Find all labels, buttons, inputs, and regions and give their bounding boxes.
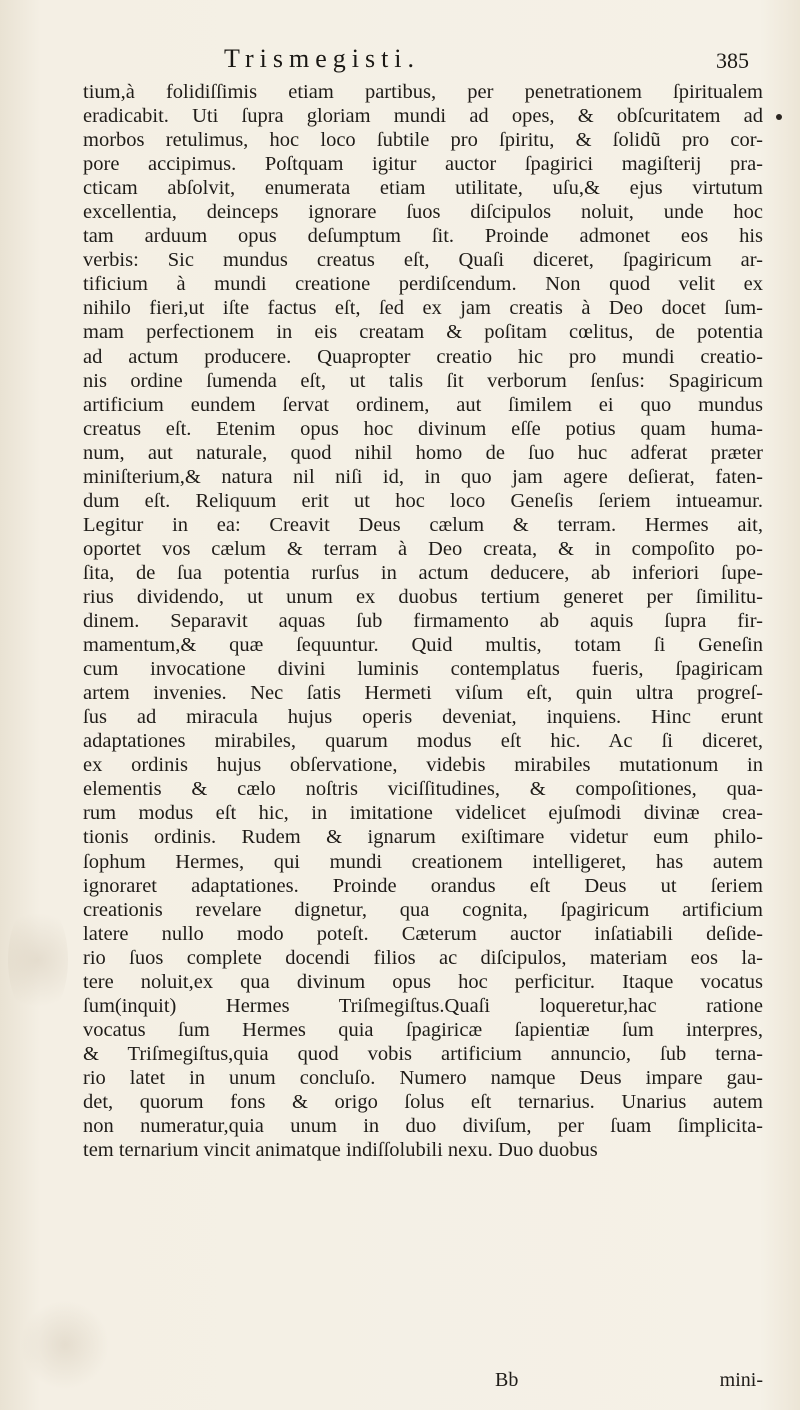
text-line: rius dividendo, ut unum ex duobus tertium generet per ſimilitu- [83,585,763,608]
text-line: pore accipimus. Poſtquam igitur auctor ſpagirici magiſterij pra- [83,153,763,176]
body-text [83,80,763,1162]
text-line: miniſterium,& natura nil niſi id, in quo jam agere deſierat, faten- [83,465,763,488]
text-line: oportet vos cælum & terram à Deo creata, & in compoſito po- [83,537,763,560]
text-line: elementis & cælo noſtris viciſſitudines, & compoſitiones, qua- [83,778,763,801]
ink-blot [776,114,782,120]
text-line: rio ſuos complete docendi filios ac diſcipulos, materiam eos la- [83,946,763,969]
text-line: tam arduum opus deſumptum ſit. Proinde admonet eos his [83,225,763,248]
running-head-title: Trismegisti. [224,44,421,73]
text-line: artem invenies. Nec ſatis Hermeti viſum eſt, quin ultra progreſ- [83,682,763,705]
text-line: det, quorum fons & origo ſolus eſt ternarius. Unarius autem [83,1090,763,1113]
paper-stain [8,900,68,1020]
text-line: nis ordine ſumenda eſt, ut talis ſit verborum ſenſus: Spagiricum [83,369,763,392]
running-head [0,44,800,78]
text-line: ex ordinis hujus obſervatione, videbis mirabiles mutationum in [83,754,763,777]
text-line: tium,à folidiſſimis etiam partibus, per penetrationem ſpiritualem [83,81,763,103]
text-line: adaptationes mirabiles, quarum modus eſt hic. Ac ſi diceret, [83,730,763,753]
text-line: morbos retulimus, hoc loco ſubtile pro ſpiritu, & ſolidũ pro cor- [83,129,763,152]
text-line: dinem. Separavit aquas ſub firmamento ab aquis ſupra fir- [83,610,763,633]
text-line: ſus ad miracula hujus operis deveniat, inquiens. Hinc erunt [83,706,763,729]
text-line: tionis ordinis. Rudem & ignarum exiſtimare videtur eum philo- [83,826,763,849]
text-line: ignoraret adaptationes. Proinde orandus eſt Deus ut ſeriem [83,874,763,897]
page-number: 385 [716,48,749,73]
text-line: cum invocatione divini luminis contemplatus fueris, ſpagiricam [83,658,763,681]
text-line: creatus eſt. Etenim opus hoc divinum eſſe potius quam huma- [83,417,763,440]
page-footer [83,1369,763,1393]
text-line: tificium à mundi creatione perdiſcendum. Non quod velit ex [83,273,763,296]
text-line: rio latet in unum concluſo. Numero namque Deus impare gau- [83,1066,763,1089]
text-line: tem ternarium vincit animatque indiſſolubili nexu. Duo duobus [83,1139,598,1162]
text-line: ad actum producere. Quapropter creatio hic pro mundi creatio- [83,345,763,368]
text-line: dum eſt. Reliquum erit ut hoc loco Geneſis ſeriem intueamur. [83,489,763,512]
text-line: mamentum,& quæ ſequuntur. Quid multis, totam ſi Geneſin [83,634,763,657]
text-line: tere noluit,ex qua divinum opus hoc perficitur. Itaque vocatus [83,970,763,993]
text-line: excellentia, deinceps ignorare ſuos diſcipulos noluit, unde hoc [83,201,763,224]
text-line: verbis: Sic mundus creatus eſt, Quaſi diceret, ſpagiricum ar- [83,249,763,272]
text-line: cticam abſolvit, enumerata etiam utilitate, uſu,& ejus virtutum [83,177,763,200]
text-line: non numeratur,quia unum in duo diviſum, per ſuam ſimplicita- [83,1115,763,1138]
signature-mark: Bb [495,1369,519,1391]
text-line: rum modus eſt hic, in imitatione videlicet ejuſmodi divinæ crea- [83,802,763,825]
text-line: ſita, de ſua potentia rurſus in actum deducere, ab inferiori ſupe- [83,561,763,584]
catchword: mini- [719,1369,763,1391]
text-line: nihilo fieri,ut iſte factus eſt, ſed ex jam creatis à Deo docet ſum- [83,297,763,320]
text-line: creationis revelare dignetur, qua cognita, ſpagiricum artificium [83,898,763,921]
text-line: num, aut naturale, quod nihil homo de ſuo huc adferat præter [83,441,763,464]
text-line: artificium eundem ſervat ordinem, aut ſimilem ei quo mundus [83,393,763,416]
text-line: & Triſmegiſtus,quia quod vobis artificium annuncio, ſub terna- [83,1042,763,1065]
text-line: latere nullo modo poteſt. Cæterum auctor inſatiabili deſide- [83,922,763,945]
text-line: ſophum Hermes, qui mundi creationem intelligeret, has autem [83,850,763,873]
text-line: vocatus ſum Hermes quia ſpagiricæ ſapientiæ ſum interpres, [83,1018,763,1041]
text-line: Legitur in ea: Creavit Deus cælum & terram. Hermes ait, [83,513,763,536]
text-line: eradicabit. Uti ſupra gloriam mundi ad opes, & obſcuritatem ad [83,105,763,128]
text-line: mam perfectionem in eis creatam & poſitam cœlitus, de potentia [83,321,763,344]
text-line: ſum(inquit) Hermes Triſmegiſtus.Quaſi loqueretur,hac ratione [83,994,763,1017]
